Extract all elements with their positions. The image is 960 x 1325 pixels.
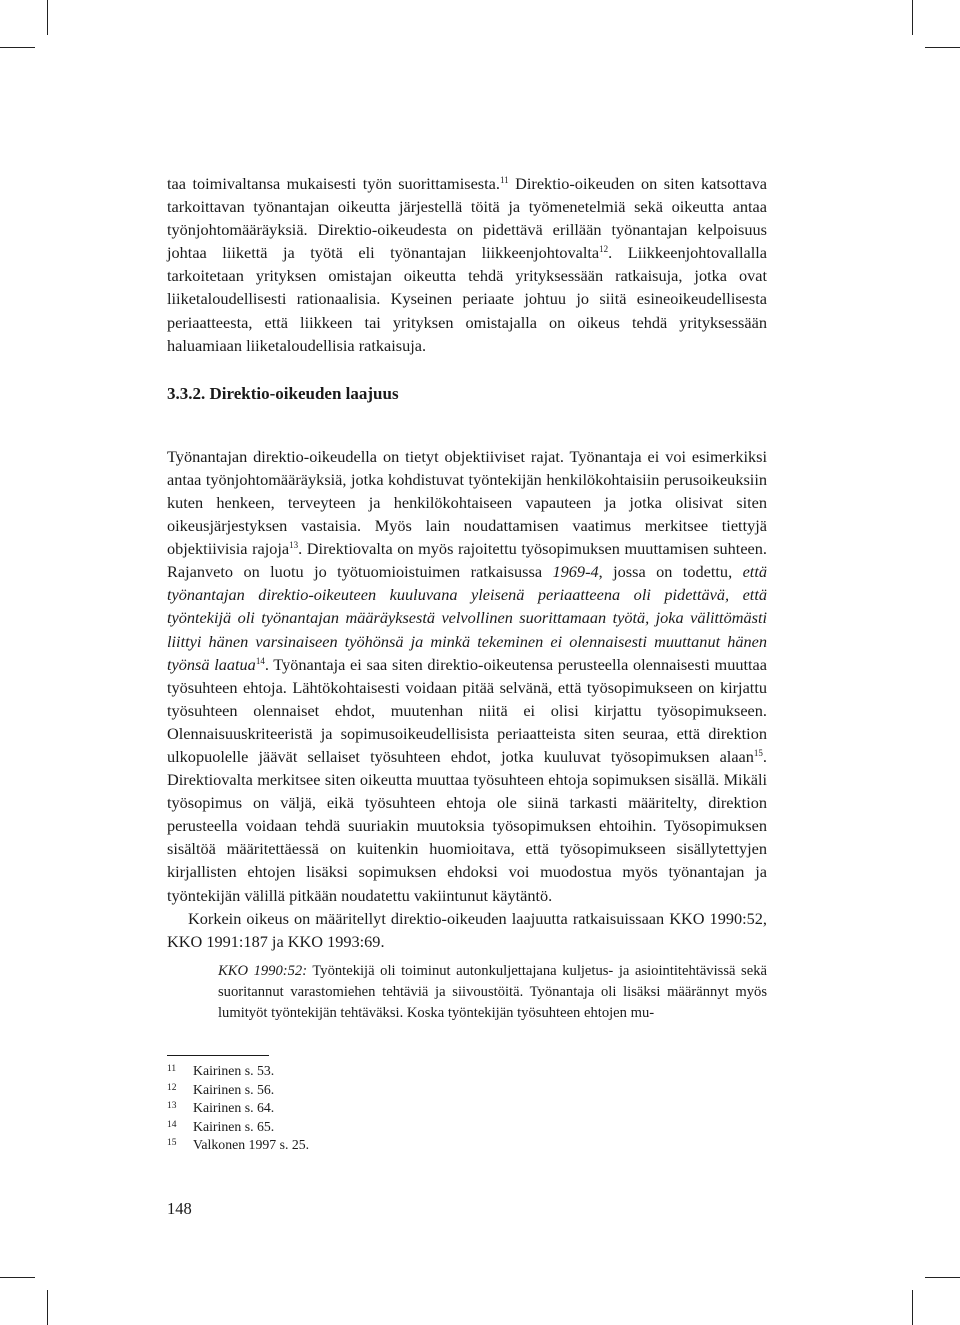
paragraph-text: . Työnantaja ei saa siten direktio-oikeutensa perusteella olennaisesti muuttaa työsuhteen ehtoja. Lähtökohtaisesti voidaan pitää selvänä, että työsopimukseen on kirjattu työsuhteen olennaiset ehdot, muutenhan niitä ei olisi kirjattu työsopimukseen. Olennaisuuskriteeristä ja sopimusoikeudellisista periaatteista siten seuraa, että direktion ulkopuolelle jäävät sellaiset työsuhteen ehdot, jotka kuuluvat työsopimuksen alaan [167, 654, 767, 766]
section-heading: 3.3.2. Direktio-oikeuden laajuus [167, 383, 399, 403]
footnote-text: Kairinen s. 53. [193, 1063, 275, 1078]
footnote-number: 13 [167, 1101, 177, 1111]
paragraph-kko-rulings: Korkein oikeus on määritellyt direktio-oikeuden laajuutta ratkaisuissaan KKO 1990:52, KKO 1991:187 ja KKO 1993:69. [167, 908, 767, 951]
footnote-text: Kairinen s. 65. [193, 1118, 275, 1134]
footnote-number: 12 [167, 1082, 177, 1093]
paragraph-direktio-definition [167, 172, 767, 357]
footnote [167, 1098, 309, 1117]
crop-mark-top-right-horizontal [925, 47, 960, 48]
footnote-ref-12: 12 [599, 244, 609, 255]
footnote-divider [167, 1055, 269, 1056]
paragraph-text: Työnantajan direktio-oikeudella on tietyt objektiiviset rajat. Työnantaja ei voi esimerkiksi antaa työnjohtomääräyksiä, jotka kohdistuvat työntekijän henkilökohtaisiin perusoikeuksiin kuten henkeen, terveyteen ja henkilökohtaiseen vapauteen ja jotka olisivat siten oikeusjärjestyksen vastaisia. Myös lain noudattamisen vaatimus merkitsee tiettyjä objektiivisia rajoja [167, 446, 767, 559]
footnote [167, 1080, 309, 1099]
footnote-text: Valkonen 1997 s. 25. [193, 1137, 310, 1152]
paragraph-text: taa toimivaltansa mukaisesti työn suorittamisesta. [167, 174, 500, 193]
paragraph-direktio-limits [167, 445, 767, 907]
crop-mark-bottom-left-vertical [47, 1290, 48, 1325]
crop-mark-top-left-horizontal [0, 47, 35, 48]
footnote-number: 15 [167, 1138, 177, 1148]
footnote [167, 1061, 309, 1080]
paragraph-text: . Direktiovalta on myös rajoitettu työsopimuksen muuttamisen suhteen. Rajanveto on luotu jo työtuomioistuimen ratkaisussa [167, 539, 767, 582]
footnote-ref-15: 15 [753, 747, 763, 758]
crop-mark-bottom-left-horizontal [0, 1277, 35, 1278]
footnote-number: 11 [167, 1064, 177, 1074]
crop-mark-top-right-vertical [912, 0, 913, 35]
case-quotation: että työnantajan direktio-oikeuteen kuuluvana yleisenä periaatteena oli pidettävä, että työntekijä oli työnantajan määräyksestä velvollinen suorittamaan työtä, joka välittömästi liittyi hänen varsinaiseen työhönsä ja minkä tekeminen ei olennaisesti muuttanut hänen työnsä laatua [167, 562, 767, 674]
footnote-ref-13: 13 [289, 540, 299, 551]
page-body [167, 172, 767, 1024]
footnote [167, 1135, 309, 1154]
footnote-number: 14 [167, 1119, 177, 1130]
footnote [167, 1117, 309, 1136]
footnote-text: Kairinen s. 56. [193, 1081, 275, 1097]
case-reference: 1969-4 [552, 562, 599, 582]
crop-mark-top-left-vertical [47, 0, 48, 35]
footnotes [167, 1061, 309, 1154]
case-excerpt [218, 961, 767, 1024]
footnote-ref-14: 14 [255, 655, 265, 666]
case-excerpt-label: KKO 1990:52: [218, 962, 308, 979]
footnote-ref-11: 11 [499, 175, 509, 185]
case-excerpt-text: Työntekijä oli toiminut autonkuljettajana kuljetus- ja asiointitehtävissä sekä suoritannut varastomiehen tehtäviä ja siivoustöitä. Työnantaja oli lisäksi määrännyt myös lumityöt työntekijän tehtäväksi. Koska työntekijän työsuhteen ehtojen mu- [218, 962, 767, 1021]
paragraph-text: , jossa on todettu, [598, 562, 743, 582]
crop-mark-bottom-right-vertical [912, 1290, 913, 1325]
footnote-text: Kairinen s. 64. [193, 1100, 275, 1115]
page-number: 148 [167, 1199, 192, 1218]
paragraph-text: Direktio-oikeuden on siten katsottava tarkoittavan työnantajan oikeutta järjestellä töitä ja työmenetelmiä sekä oikeutta antaa työnjohtomääräyksiä. Direktio-oikeudesta on pidettävä erillään työnantajan kelpoisuus johtaa liikettä ja työtä eli työnantajan liikkeenjohtovalta [167, 174, 767, 263]
paragraph-text: . Direktiovalta merkitsee siten oikeutta muuttaa työsuhteen ehtoja sopimuksen sisällä. Mikäli työsopimus on väljä, eikä työsuhteen ehtoja ole siinä tarkasti määritelty, direktion perusteella voidaan tehdä suuriakin muutoksia työsopimuksen ehtoihin. Työsopimuksen sisältöä määritettäessä on kuitenkin huomioitava, että työsopimukseen sisällytettyjen kirjallisten ehtojen lisäksi sopimuksen ehdoksi voi muodostua myös työnantajan ja työntekijän välillä pitkään noudatettu vakiintunut käytäntö. [167, 746, 767, 905]
paragraph-text: . Liikkeenjohtovallalla tarkoitetaan yrityksen omistajan oikeutta tehdä yrityksessään ratkaisuja, jotka ovat liiketaloudellisesti rationaalisia. Kyseinen periaate johtuu jo siitä esineoikeudellisesta periaatteesta, että liikkeen tai yrityksen omistajalla on oikeus tehdä yrityksessään haluamiaan liiketaloudellisia ratkaisuja. [167, 243, 768, 355]
crop-mark-bottom-right-horizontal [925, 1277, 960, 1278]
